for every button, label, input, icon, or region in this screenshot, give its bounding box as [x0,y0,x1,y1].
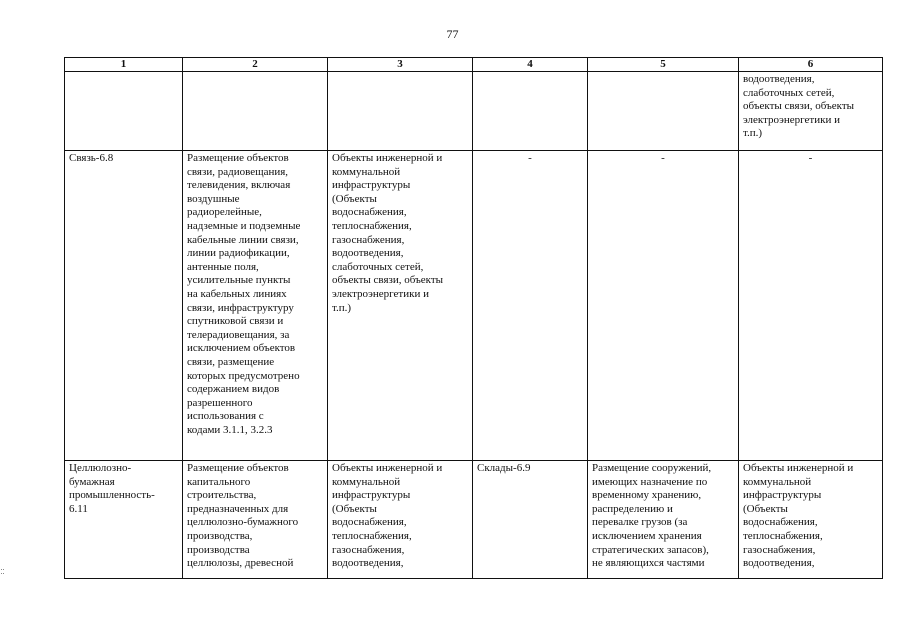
cell-text-line: водоснабжения, [332,206,407,219]
page-number: 77 [446,27,459,41]
table-row [65,151,883,461]
cell-text-line: исключением объектов [187,342,296,355]
cell-text-line: теплоснабжения, [743,529,823,542]
cell-text-line: целлюлозы, древесной [187,557,294,570]
cell-text-line: антенные поля, [187,260,259,273]
cell-text-line: т.п.) [332,301,352,314]
cell-text-line: воздушные [187,192,240,205]
table-cell [739,151,883,461]
cell-text-line: имеющих назначение по [592,475,708,488]
cell-text-line: телевидения, включая [187,179,291,192]
cell-text-line: инфраструктуры [332,489,411,502]
cell-text-line: газоснабжения, [743,543,816,556]
table-cell [65,72,183,151]
cell-text-line: Объекты инженерной и [332,152,443,164]
cell-text-line: капитального [187,475,251,488]
cell-text-line: не являющихся частями [592,557,705,570]
cell-text-line: электроэнергетики и [332,287,429,300]
column-header: 5 [588,58,739,72]
cell-text-line: усилительные пункты [187,274,291,287]
cell-text-line: объекты связи, объекты [743,100,855,113]
table-cell [473,151,588,461]
cell-text-line: газоснабжения, [332,543,405,556]
cell-text-line: инфраструктуры [332,179,411,192]
cell-text-line: объекты связи, объекты [332,274,444,287]
cell-text-line: телерадиовещания, за [187,328,290,341]
cell-text-line: исключением хранения [592,529,702,542]
cell-text-line: целлюлозно-бумажного [187,516,299,529]
cell-text-line: Размещение объектов [187,462,289,474]
cell-text-line: временному хранению, [592,489,702,502]
cell-text-line: разрешенного [187,396,253,409]
table-cell [588,72,739,151]
cell-text-line: кабельные линии связи, [187,233,299,246]
cell-text-line: производства, [187,529,253,542]
cell-text-line: слаботочных сетей, [743,86,835,99]
table-cell [65,151,183,461]
cell-text-line: использования с [187,410,264,423]
cell-text-line: водоотведения, [332,557,404,570]
cell-text-line: водоотведения, [743,557,815,570]
cell-text-line: коммунальной [332,165,401,178]
cell-text-line: 6.11 [69,502,88,515]
cell-text-line: распределению и [592,502,673,515]
cell-text-line: инфраструктуры [743,489,822,502]
table-cell [328,72,473,151]
cell-text-line: Объекты инженерной и [743,462,854,474]
column-header: 3 [328,58,473,72]
cell-text-line: Целлюлозно- [69,462,132,474]
table-cell [473,461,588,579]
table-row [65,72,883,151]
cell-text-line: водоснабжения, [743,516,818,529]
cell-text-line: т.п.) [743,127,763,140]
cell-text-line: бумажная [69,475,115,488]
table-cell [739,461,883,579]
cell-text-line: связи, радиовещания, [187,165,289,178]
cell-text-line: коммунальной [332,475,401,488]
table-cell [588,461,739,579]
table-body [65,72,883,579]
table-cell [328,461,473,579]
table-cell [183,461,328,579]
column-header: 1 [65,58,183,72]
column-header: 6 [739,58,883,72]
cell-text-line: связи, инфраструктуру [187,301,294,314]
table-row [65,461,883,579]
cell-text-line: Размещение объектов [187,152,289,164]
cell-text-line: перевалке грузов (за [592,516,688,529]
cell-text-line: надземные и подземные [187,219,301,232]
cell-text-line: (Объекты [332,502,377,515]
cell-text-line: Размещение сооружений, [592,462,712,474]
cell-text-line: водоотведения, [332,247,404,260]
cell-text-line: которых предусмотрено [187,369,300,382]
cell-text-line: Связь-6.8 [69,152,114,164]
cell-text-line: спутниковой связи и [187,315,284,328]
table-cell [739,72,883,151]
cell-text-line: - [808,152,813,164]
cell-text-line: (Объекты [332,192,377,205]
cell-text-line: предназначенных для [187,502,289,515]
cell-text-line: коммунальной [743,475,812,488]
cell-text-line: содержанием видов [187,383,280,396]
cell-text-line: газоснабжения, [332,233,405,246]
cell-text-line: водоотведения, [743,73,815,85]
table-cell [328,151,473,461]
cell-text-line: радиорелейные, [187,206,262,219]
cell-text-line: Склады-6.9 [477,462,531,474]
cell-text-line: производства [187,543,250,556]
cell-text-line: водоснабжения, [332,516,407,529]
cell-text-line: электроэнергетики и [743,113,840,126]
header-row [65,58,883,72]
cell-text-line: - [661,152,665,164]
table-cell [588,151,739,461]
column-header: 2 [183,58,328,72]
cell-text-line: (Объекты [743,502,788,515]
cell-text-line: строительства, [187,489,257,502]
table-cell [183,151,328,461]
cell-text-line: промышленность- [69,489,155,502]
cell-text-line: стратегических запасов), [592,543,709,556]
cell-text-line: теплоснабжения, [332,529,412,542]
margin-mark [1,569,4,570]
cell-text-line: - [528,152,532,164]
table-cell [65,461,183,579]
table-cell [183,72,328,151]
cell-text-line: теплоснабжения, [332,219,412,232]
cell-text-line: Объекты инженерной и [332,462,443,474]
cell-text-line: кодами 3.1.1, 3.2.3 [187,423,273,436]
cell-text-line: линии радиофикации, [187,247,290,260]
column-header: 4 [473,58,588,72]
cell-text-line: слаботочных сетей, [332,260,424,273]
cell-text-line: связи, размещение [187,355,275,368]
margin-mark [1,573,4,574]
zoning-table [64,57,883,579]
cell-text-line: на кабельных линиях [187,287,287,300]
table-cell [473,72,588,151]
